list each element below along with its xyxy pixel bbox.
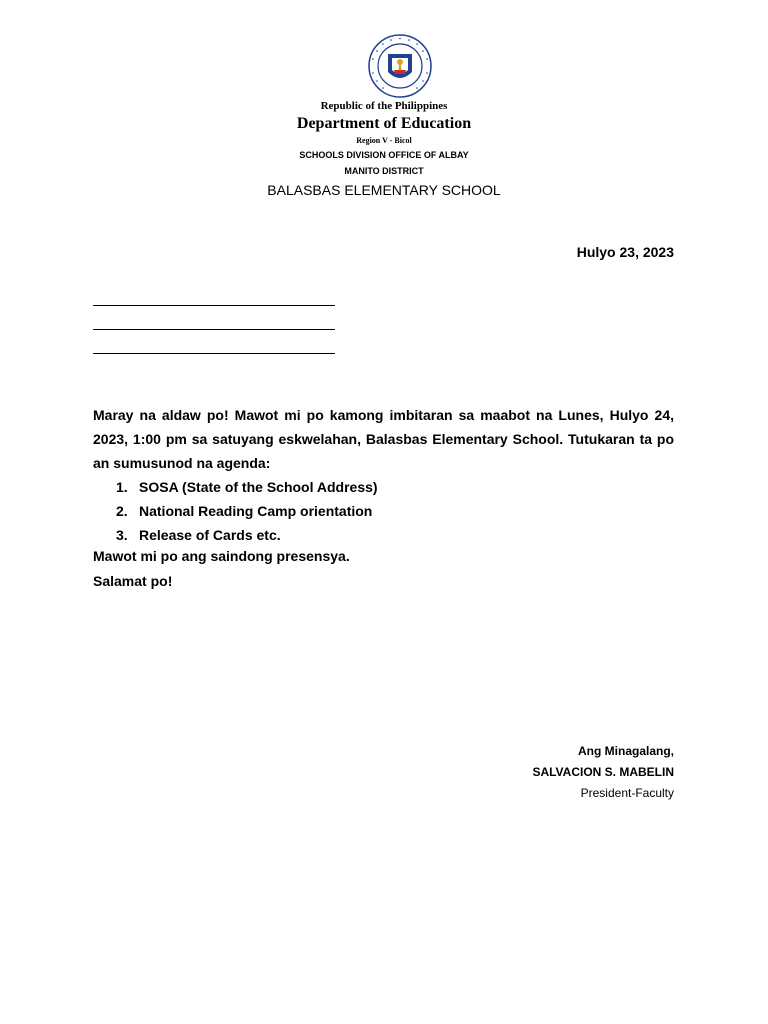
closing-thanks: Salamat po! — [93, 573, 173, 589]
agenda-item — [116, 475, 378, 499]
agenda-number: 3. — [116, 527, 128, 543]
letter-body: Maray na aldaw po! Mawot mi po kamong imbitaran sa maabot na Lunes, Hulyo 24, 2023, 1:00 pm sa satuyang eskwelahan, Balasbas Elementary School. Tutukaran ta po an sumusunod na agenda: — [93, 407, 674, 471]
agenda-list — [116, 475, 378, 547]
agenda-item — [116, 499, 378, 523]
recipient-blank-line — [93, 329, 335, 330]
division-heading: SCHOOLS DIVISION OFFICE OF ALBAY — [299, 150, 469, 160]
agenda-number: 1. — [116, 479, 128, 495]
recipient-blank-line — [93, 305, 335, 306]
signatory-name: SALVACION S. MABELIN — [532, 765, 674, 779]
agenda-text: SOSA (State of the School Address) — [139, 479, 378, 495]
region-heading: Region V - Bicol — [356, 136, 412, 145]
department-heading: Department of Education — [296, 115, 472, 132]
republic-heading: Republic of the Philippines — [320, 100, 448, 112]
recipient-blank-line — [93, 353, 335, 354]
school-name: BALASBAS ELEMENTARY SCHOOL — [267, 182, 501, 198]
agenda-text: National Reading Camp orientation — [139, 503, 373, 519]
deped-seal-logo — [368, 34, 432, 98]
agenda-number: 2. — [116, 503, 128, 519]
signatory-position: President-Faculty — [580, 786, 674, 800]
district-heading: MANITO DISTRICT — [344, 166, 424, 176]
closing-request: Mawot mi po ang saindong presensya. — [93, 548, 350, 564]
letter-date: Hulyo 23, 2023 — [576, 244, 674, 260]
agenda-text: Release of Cards etc. — [139, 527, 281, 543]
signature-salutation: Ang Minagalang, — [578, 744, 674, 758]
agenda-item — [116, 523, 378, 547]
